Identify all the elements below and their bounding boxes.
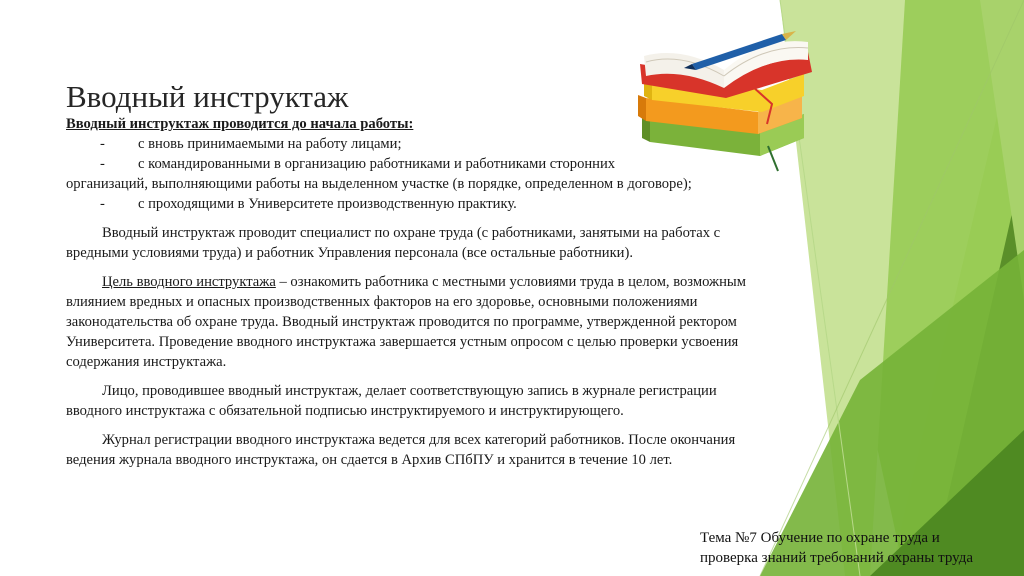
paragraph: Лицо, проводившее вводный инструктаж, делает соответствующую запись в журнале регистрации вводного инструктажа с обязательной подписью инструктируемого и инструктирующего. <box>66 383 717 419</box>
bullet-text: с вновь принимаемыми на работу лицами; <box>138 136 402 152</box>
bullet-continuation: организаций, выполняющими работы на выделенном участке (в порядке, определенном в договоре); <box>66 176 692 192</box>
bullet-text: с проходящими в Университете производственную практику. <box>138 196 517 212</box>
paragraph: Вводный инструктаж проводит специалист по охране труда (с работниками, занятыми на работах с вредными условиями труда) и работник Управления персонала (все остальные работники). <box>66 225 721 261</box>
footer-line: проверка знаний требований охраны труда <box>700 550 974 566</box>
bullet-dash: - <box>100 136 105 152</box>
paragraph: Журнал регистрации вводного инструктажа ведется для всех категорий работников. После окончания ведения журнала вводного инструктажа, он сдается в Архив СПбПУ и хранится в течение 10 лет. <box>66 432 736 468</box>
slide-title: Вводный инструктаж <box>66 78 349 114</box>
bullet-text: с командированными в организацию работниками и работниками сторонних <box>138 156 616 172</box>
bullet-dash: - <box>100 196 105 212</box>
bullet-item <box>66 194 771 214</box>
bullet-item <box>66 134 771 154</box>
slide-footer <box>700 528 1020 568</box>
goal-definition: – ознакомить работника с местными условиями труда в целом, возможным влиянием вредных и опасных производственных факторов на его здоровье, основными положениями законодательства об охране труда. Вводный инструктаж проводится по программе, утвержденной ректором Университета. Проведение вводного инструктажа завершается устным опросом с целью проверки усвоения содержания инструктажа. <box>66 274 746 370</box>
bullet-dash: - <box>100 156 105 172</box>
section-heading: Вводный инструктаж проводится до начала работы: <box>66 116 414 132</box>
goal-term: Цель вводного инструктажа <box>102 274 276 290</box>
footer-line: Тема №7 Обучение по охране труда и <box>700 530 940 546</box>
bullet-item <box>66 154 771 174</box>
slide-body <box>66 114 771 470</box>
paragraph <box>66 272 771 372</box>
